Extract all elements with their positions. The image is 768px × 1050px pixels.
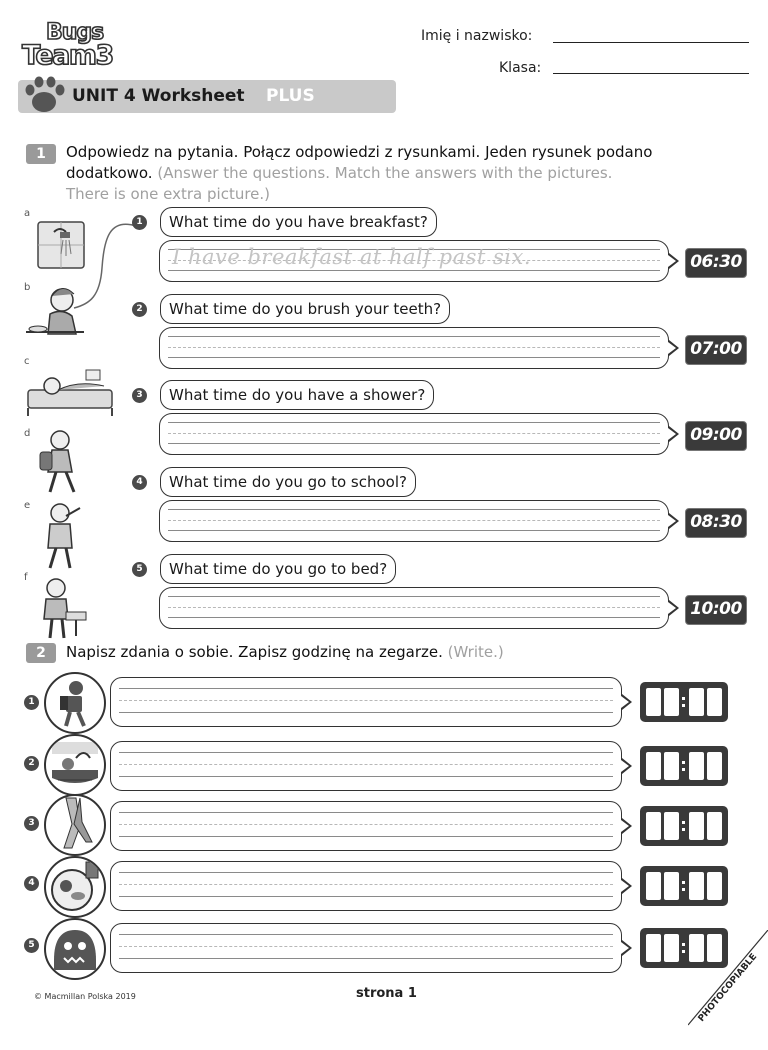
picture-letter-f: f [24,572,28,583]
picture-letter-b: b [24,282,31,293]
picture-letter-e: e [24,500,31,511]
answer-3-box[interactable] [159,413,669,455]
clock-3: 09:00 [685,421,747,451]
clock-4: 08:30 [685,508,747,538]
picture-letter-d: d [24,428,31,439]
boy-at-sink-icon[interactable] [36,574,88,640]
name-label: Imię i nazwisko: [421,28,533,44]
question-5-number: 5 [132,562,147,577]
clock-2: 07:00 [685,335,747,365]
ex2-row-3-number: 3 [24,816,39,831]
instruction-line-1: Odpowiedz na pytania. Połącz odpowiedzi z rysunkami. Jeden rysunek podano [66,143,653,161]
logo-line-1: Bugs [46,20,104,45]
page-number: strona 1 [356,986,417,1001]
ex2-row-5-number: 5 [24,938,39,953]
name-field[interactable] [553,42,749,43]
question-4-bubble: What time do you go to school? [160,467,416,497]
exercise-2-instruction [66,642,504,663]
answer-4-box[interactable] [159,500,669,542]
clock-1: 06:30 [685,248,747,278]
exercise-2-instruction-en: (Write.) [447,643,504,661]
unit-title: UNIT 4 Worksheet [72,86,245,106]
paw-icon [22,74,68,116]
logo-line-2: Team3 [22,40,113,71]
instruction-en-1: (Answer the questions. Match the answers with the pictures. [157,164,613,182]
question-3-bubble: What time do you have a shower? [160,380,434,410]
breakfast-plate-icon [44,856,106,918]
boy-with-backpack-icon[interactable] [36,428,86,496]
question-4-number: 4 [132,475,147,490]
ex2-blank-clock-2[interactable] [640,746,728,786]
exercise-2-instruction-pl: Napisz zdania o sobie. Zapisz godzinę na zegarze. [66,643,443,661]
ex2-answer-3-box[interactable] [110,801,622,851]
ex2-blank-clock-4[interactable] [640,866,728,906]
question-1-bubble: What time do you have breakfast? [160,207,437,237]
picture-letter-c: c [24,356,30,367]
question-2-number: 2 [132,302,147,317]
ex2-answer-4-box[interactable] [110,861,622,911]
answer-5-box[interactable] [159,587,669,629]
photocopiable-corner [688,930,768,1050]
boy-in-bed-icon[interactable] [22,360,118,418]
walking-legs-icon [44,794,106,856]
answer-2-box[interactable] [159,327,669,369]
ex2-blank-clock-3[interactable] [640,806,728,846]
ex2-row-4-number: 4 [24,876,39,891]
unit-plus: PLUS [266,86,315,106]
ex2-answer-5-box[interactable] [110,923,622,973]
ex2-answer-1-box[interactable] [110,677,622,727]
instruction-en-2: There is one extra picture.) [66,185,271,203]
bath-shower-icon [44,734,106,796]
ex2-blank-clock-1[interactable] [640,682,728,722]
ex2-row-2-number: 2 [24,756,39,771]
copyright: © Macmillan Polska 2019 [34,992,136,1001]
question-2-bubble: What time do you brush your teeth? [160,294,450,324]
question-5-bubble: What time do you go to bed? [160,554,396,584]
exercise-2-number: 2 [26,643,56,663]
question-3-number: 3 [132,388,147,403]
clock-5: 10:00 [685,595,747,625]
picture-letter-a: a [24,208,31,219]
class-label: Klasa: [499,60,542,76]
answer-1-box[interactable] [159,240,669,282]
ex2-row-1-number: 1 [24,695,39,710]
answer-1-text: I have breakfast at half past six. [172,245,532,269]
ex2-answer-2-box[interactable] [110,741,622,791]
boy-brushing-teeth-icon[interactable] [36,500,86,572]
bugs-team-logo [22,20,132,72]
matching-line [70,218,140,313]
school-child-icon [44,672,106,734]
exercise-1-number: 1 [26,144,56,164]
instruction-line-2: dodatkowo. [66,164,153,182]
question-1-number: 1 [132,215,147,230]
sleeping-monster-icon [44,918,106,980]
class-field[interactable] [553,73,749,74]
photocopiable-label: PHOTOCOPIABLE [696,952,760,1024]
exercise-1-instruction [66,142,756,205]
